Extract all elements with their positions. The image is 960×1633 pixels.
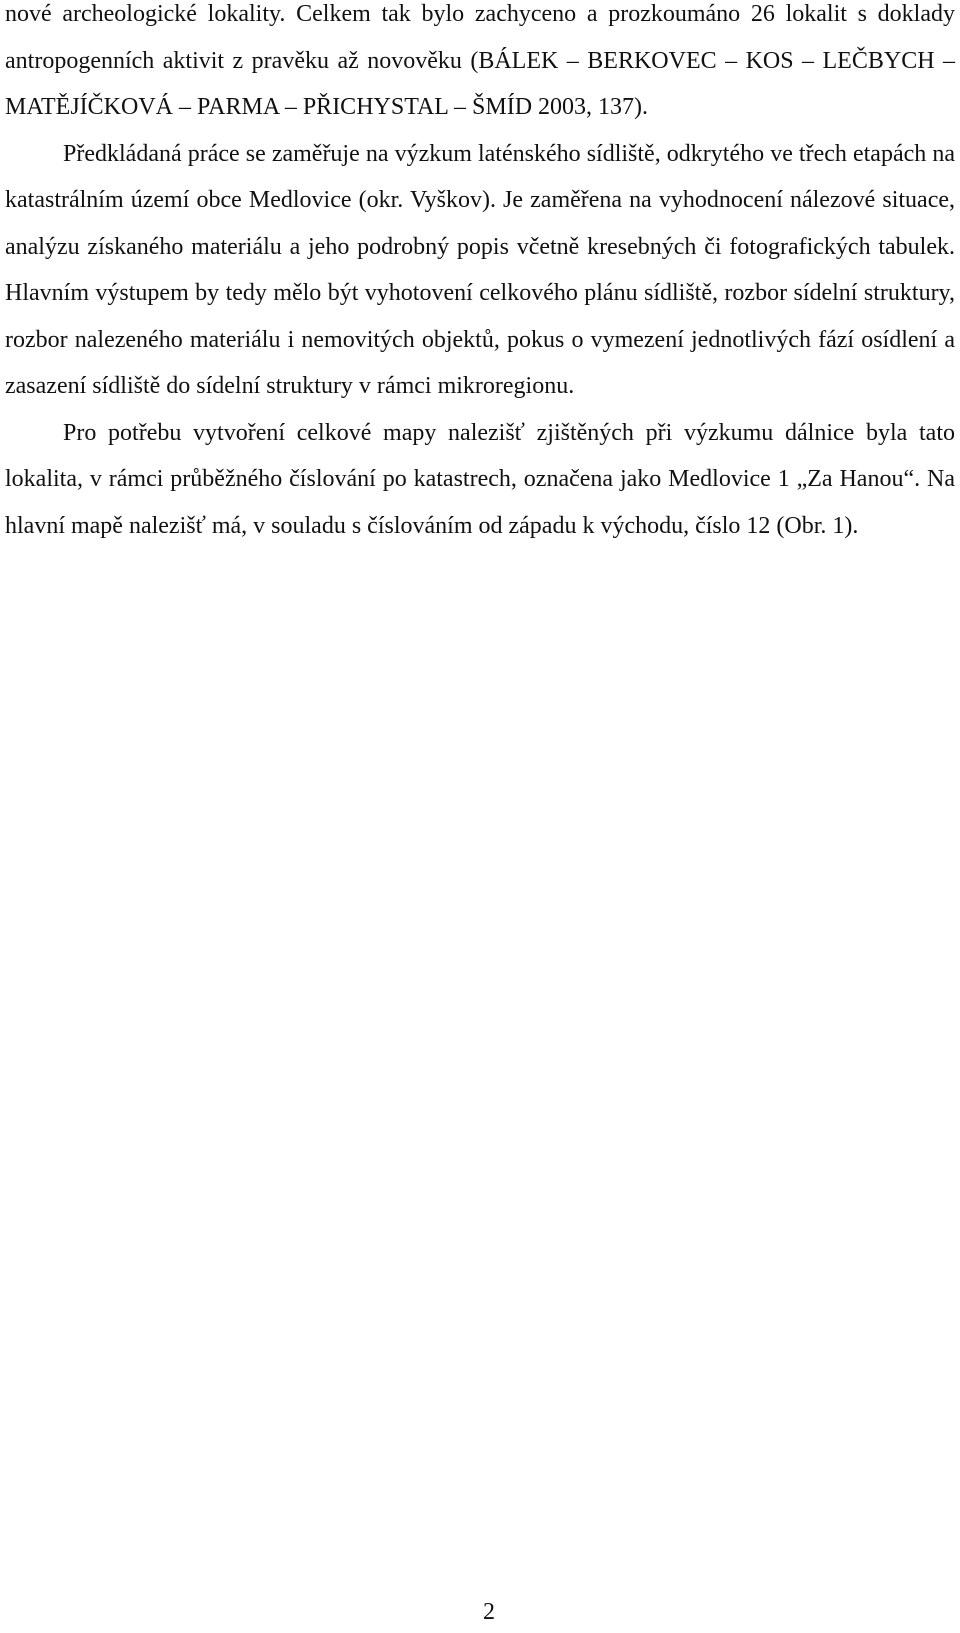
paragraph-continuation: nové archeologické lokality. Celkem tak bylo zachyceno a prozkoumáno 26 lokalit s doklady antropogenních aktivit z pravěku až novověku (BÁLEK – BERKOVEC – KOS – LEČBYCH – MATĚJÍČKOVÁ – PARMA – PŘICHYSTAL – ŠMÍD 2003, 137). (5, 1, 955, 120)
paragraph-site-numbering: Pro potřebu vytvoření celkové mapy nalezišť zjištěných při výzkumu dálnice byla tato lokalita, v rámci průběžného číslování po katastrech, označena jako Medlovice 1 „Za Hanou“. Na hlavní mapě nalezišť má, v souladu s číslováním od západu k východu, číslo 12 (Obr. 1). (5, 419, 955, 539)
paragraph-research-focus: Předkládaná práce se zaměřuje na výzkum laténského sídliště, odkrytého ve třech etapách na katastrálním území obce Medlovice (okr. Vyškov). Je zaměřena na vyhodnocení nálezové situace, analýzu získaného materiálu a jeho podrobný popis včetně kresebných či fotografických tabulek. Hlavním výstupem by tedy mělo být vyhotovení celkového plánu sídliště, rozbor sídelní struktury, rozbor nalezeného materiálu i nemovitých objektů, pokus o vymezení jednotlivých fází osídlení a zasazení sídliště do sídelní struktury v rámci mikroregionu. (5, 140, 955, 399)
body-text (5, 0, 955, 549)
page-number: 2 (483, 1599, 495, 1625)
